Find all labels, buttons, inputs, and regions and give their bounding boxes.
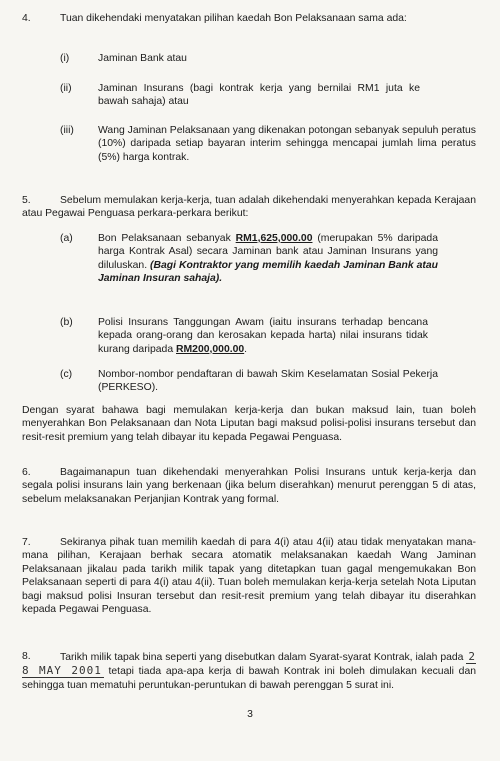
- para7-number: 7.: [22, 537, 31, 548]
- para5-item-b-text1: Polisi Insurans Tanggungan Awam (iaitu insurans terhadap bencana kepada orang-orang dan kerosakan kepada harta) nilai insurans tidak kurang daripada: [98, 317, 428, 355]
- para6-text: Bagaimanapun tuan dikehendaki menyerahkan Polisi Insurans untuk kerja-kerja dan segala polisi insurans lain yang berkenaan (jika belum diserahkan) menurut perenggan 5 di atas, sebelum melaksanakan Perjanjian Kontrak yang formal.: [22, 467, 476, 505]
- para6-number: 6.: [22, 467, 31, 478]
- performance-bond-amount: RM1,625,000.00: [235, 233, 313, 244]
- site-possession-date-stamp: 2 8 MAY 2001: [22, 650, 476, 678]
- para5-number: 5.: [22, 195, 31, 206]
- para5-item-b-text2: .: [244, 343, 248, 355]
- para4-text: Tuan dikehendaki menyatakan pilihan kaedah Bon Pelaksanaan sama ada:: [60, 13, 407, 24]
- para4-number: 4.: [22, 13, 31, 24]
- para5-item-a-text2: (merupakan 5% daripada harga Kontrak Asal) secara Jaminan bank atau Jaminan Insurans yang diluluskan.: [98, 233, 438, 271]
- para8-text1: Tarikh milik tapak bina seperti yang disebutkan dalam Syarat-syarat Kontrak, ialah pada: [60, 652, 467, 663]
- para5-item-a-text1: Bon Pelaksanaan sebanyak: [98, 233, 236, 244]
- para4-option-iii-text: Wang Jaminan Pelaksanaan yang dikenakan potongan sebanyak sepuluh peratus (10%) daripada setiap bayaran interim sehingga mencapai jumlah lima peratus (5%) harga kontrak.: [98, 125, 476, 163]
- para8-text2: tetapi tiada apa-apa kerja di bawah Kontrak ini boleh dimulakan kecuali dan sehingga tuan mematuhi peruntukan-peruntukan di bawah perenggan 5 surat ini.: [22, 666, 477, 691]
- para4-option-ii-label: (ii): [60, 83, 72, 94]
- para5-item-a-label: (a): [60, 233, 73, 244]
- para5-item-c-text: Nombor-nombor pendaftaran di bawah Skim Keselamatan Sosial Pekerja (PERKESO).: [98, 369, 438, 394]
- para5-item-a-note: (Bagi Kontraktor yang memilih kaedah Jaminan Bank atau Jaminan Insuran sahaja).: [98, 259, 438, 285]
- para8-number: 8.: [22, 651, 31, 662]
- insurance-amount: RM200,000.00: [176, 343, 245, 355]
- para4-option-i-text: Jaminan Bank atau: [98, 53, 187, 64]
- para8-text: [22, 650, 476, 692]
- para4-option-iii-label: (iii): [60, 125, 74, 136]
- para5-closing-text: Dengan syarat bahawa bagi memulakan kerja-kerja dan bukan maksud lain, tuan boleh menyerahkan Bon Pelaksanaan dan Nota Liputan bagi maksud polisi-polisi insurans tersebut dan resit-resit premium yang telah dibayar itu kepada Pegawai Penguasa.: [22, 405, 476, 443]
- para4-option-i-label: (i): [60, 53, 70, 64]
- para5-item-b: [98, 316, 428, 356]
- para5-item-c-label: (c): [60, 369, 73, 380]
- para4-option-ii-text: Jaminan Insurans (bagi kontrak kerja yang bernilai RM1 juta ke bawah sahaja) atau: [98, 83, 420, 108]
- para5-item-a: [98, 232, 438, 286]
- page-number: 3: [247, 709, 253, 720]
- para5-item-b-label: (b): [60, 317, 73, 328]
- para7-text: Sekiranya pihak tuan memilih kaedah di para 4(i) atau 4(ii) atau tidak menyatakan mana-mana pilihan, Kerajaan berhak secara atomatik melaksanakan kaedah Wang Jaminan Pelaksanaan jikalau pada tarikh milik tapak yang ditetapkan tuan gagal mengemukakan Bon Pelaksanaan seperti di para 4(i) atau 4(ii). Tuan boleh memulakan kerja-kerja setelah Nota Liputan bagi maksud polisi Insuran tersebut dan resit-resit premium yang telah dibayar itu diserahkan kepada Pegawai Penguasa.: [22, 537, 476, 616]
- para5-text: Sebelum memulakan kerja-kerja, tuan adalah dikehendaki menyerahkan kepada Kerajaan atau Pegawai Penguasa perkara-perkara berikut:: [22, 195, 476, 220]
